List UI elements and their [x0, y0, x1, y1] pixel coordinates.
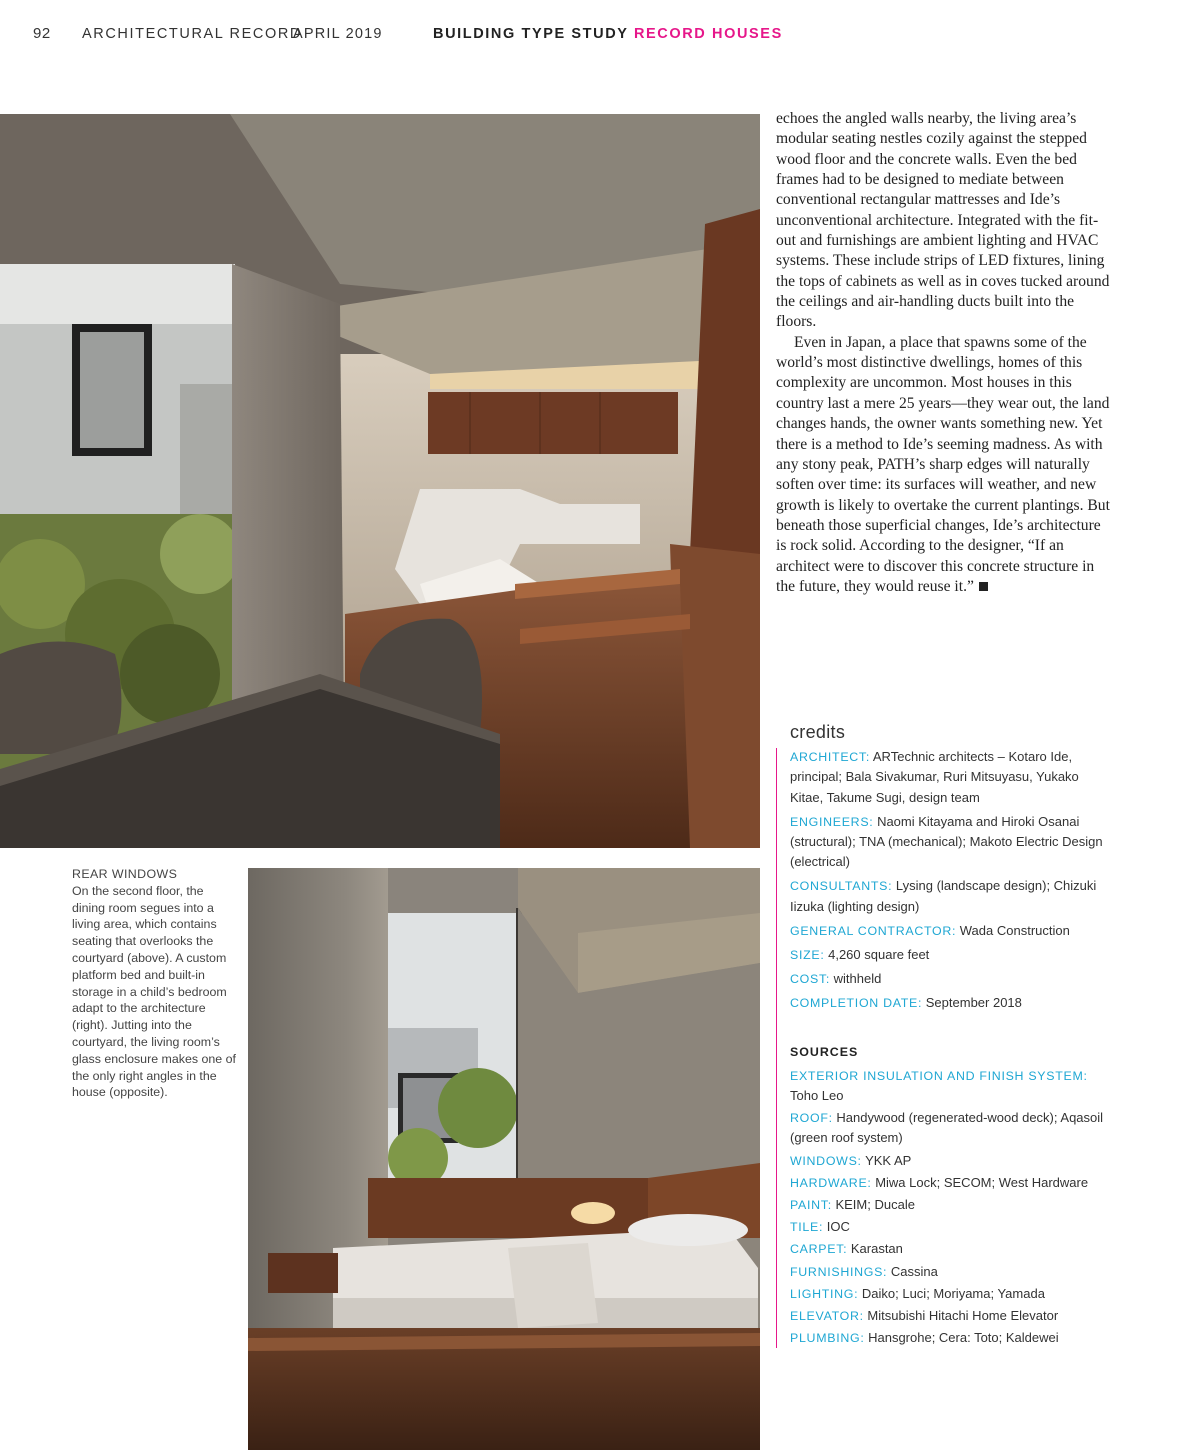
credit-engineers	[790, 812, 1110, 873]
living-room-photo	[0, 114, 760, 848]
credit-size	[790, 945, 1110, 965]
source-hardware	[790, 1173, 1110, 1193]
source-value: Mitsubishi Hitachi Home Elevator	[867, 1308, 1059, 1324]
credit-value: Naomi Kitayama and Hiroki Osanai (structural); TNA (mechanical); Makoto Electric Design (electrical)	[790, 813, 1103, 870]
credit-label: COMPLETION DATE:	[790, 996, 923, 1011]
photo-caption	[72, 866, 237, 1101]
credit-value: September 2018	[925, 995, 1022, 1011]
source-plumbing	[790, 1328, 1110, 1348]
source-value: IOC	[826, 1219, 850, 1235]
end-of-article-mark	[979, 582, 988, 591]
source-label: FURNISHINGS:	[790, 1264, 888, 1279]
source-paint	[790, 1195, 1110, 1215]
credit-value: withheld	[833, 971, 882, 987]
source-label: EXTERIOR INSULATION AND FINISH SYSTEM:	[790, 1068, 1088, 1083]
article-body	[776, 109, 1112, 597]
section-name: BUILDING TYPE STUDY	[433, 26, 629, 42]
credit-label: CONSULTANTS:	[790, 879, 893, 894]
source-value: Karastan	[850, 1241, 903, 1257]
source-label: WINDOWS:	[790, 1153, 862, 1168]
caption-title: REAR WINDOWS	[72, 867, 178, 881]
source-label: PLUMBING:	[790, 1331, 865, 1346]
credit-value: Lysing (landscape design); Chizuki Iizuka (lighting design)	[790, 878, 1097, 914]
sources-heading: SOURCES	[790, 1044, 859, 1059]
credit-value: Wada Construction	[959, 922, 1070, 938]
source-label: HARDWARE:	[790, 1175, 872, 1190]
source-value: Cassina	[890, 1263, 938, 1279]
bedroom-photo	[248, 868, 760, 1450]
credit-label: ENGINEERS:	[790, 814, 874, 829]
credits-box	[790, 722, 1110, 1350]
source-elevator	[790, 1306, 1110, 1326]
source-value: Miwa Lock; SECOM; West Hardware	[875, 1174, 1089, 1190]
article-paragraph-2	[776, 333, 1112, 597]
source-value: Hansgrohe; Cera: Toto; Kaldewei	[868, 1330, 1059, 1346]
source-label: LIGHTING:	[790, 1286, 859, 1301]
source-value: Toho Leo	[790, 1088, 844, 1104]
source-roof	[790, 1108, 1110, 1148]
source-value: KEIM; Ducale	[835, 1197, 915, 1213]
credit-label: GENERAL CONTRACTOR:	[790, 923, 957, 938]
page-number: 92	[33, 25, 51, 42]
source-label: CARPET:	[790, 1242, 848, 1257]
source-value: Handywood (regenerated-wood deck); Aqasoil (green roof system)	[790, 1110, 1104, 1146]
credit-value: ARTechnic architects – Kotaro Ide, principal; Bala Sivakumar, Ruri Mitsuyasu, Yukako Kitae, Takume Sugi, design team	[790, 749, 1079, 805]
credit-consultants	[790, 876, 1110, 916]
credit-general-contractor	[790, 921, 1110, 941]
credit-cost	[790, 969, 1110, 989]
source-carpet	[790, 1239, 1110, 1259]
credit-value: 4,260 square feet	[828, 947, 930, 963]
article-paragraph-1: echoes the angled walls nearby, the living area’s modular seating nestles cozily against the stepped wood floor and the concrete walls. Even the bed frames had to be designed to mediate between conventional rectangular mattresses and Ide’s unconventional architecture. Integrated with the fit-out and furnishings are ambient lighting and HVAC systems. These include strips of LED fixtures, lining the tops of cabinets as well as in coves tucked around the ceilings and air-handling ducts built into the floors.	[776, 110, 1110, 331]
credit-completion-date	[790, 993, 1110, 1013]
credit-label: SIZE:	[790, 948, 825, 963]
credits-rule	[776, 748, 777, 1348]
sources-list	[790, 1066, 1110, 1349]
source-windows	[790, 1151, 1110, 1171]
credit-label: COST:	[790, 972, 830, 987]
section-accent: RECORD HOUSES	[633, 26, 783, 42]
publication-name: ARCHITECTURAL RECORD	[82, 26, 302, 42]
source-label: ELEVATOR:	[790, 1309, 864, 1324]
source-label: TILE:	[790, 1220, 824, 1235]
source-value: YKK AP	[865, 1152, 912, 1168]
section-title	[433, 26, 783, 42]
credit-architect	[790, 747, 1110, 808]
credit-label: ARCHITECT:	[790, 750, 870, 765]
source-label: ROOF:	[790, 1111, 833, 1126]
source-furnishings	[790, 1262, 1110, 1282]
source-label: PAINT:	[790, 1198, 832, 1213]
caption-text: On the second floor, the dining room segues into a living area, which contains seating that overlooks the courtyard (above). A custom platform bed and built-in storage in a child’s bedroom adapt to the architecture (right). Jutting into the courtyard, the living room’s glass enclosure makes one of the only right angles in the house (opposite).	[72, 883, 236, 1100]
issue-date: APRIL 2019	[293, 26, 383, 42]
article-paragraph-2-text: Even in Japan, a place that spawns some of the world’s most distinctive dwellings, homes of this complexity are uncommon. Most houses in this country last a mere 25 years—they wear out, the land changes hands, the owner wants something new. Yet there is a method to Ide’s seeming madness. As with any stony peak, PATH’s sharp edges will naturally soften over time: its surfaces will weather, and new growth is likely to overtake the current plantings. But beneath those superficial changes, Ide’s architecture is rock solid. According to the designer, “If an architect were to discover this concrete structure in the future, they would reuse it.”	[776, 333, 1110, 595]
source-tile	[790, 1217, 1110, 1237]
source-exterior-insulation	[790, 1066, 1110, 1106]
source-value: Daiko; Luci; Moriyama; Yamada	[861, 1285, 1045, 1301]
credits-heading: credits	[790, 722, 846, 742]
source-lighting	[790, 1284, 1110, 1304]
